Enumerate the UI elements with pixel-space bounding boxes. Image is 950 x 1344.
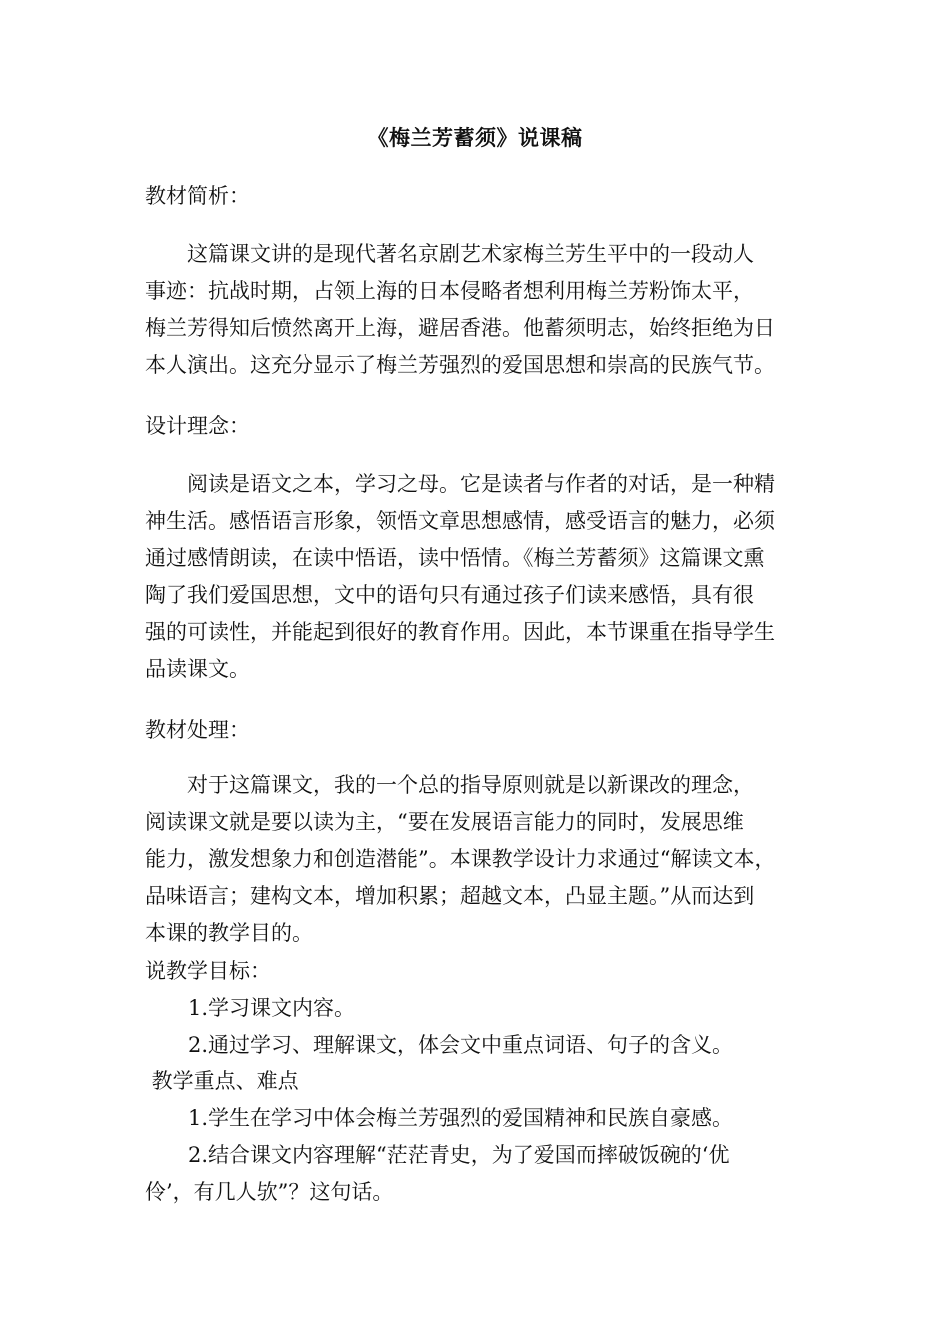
goal-item: 1.学习课文内容。: [188, 996, 356, 1020]
key-point-continuation: 伶’，有几人欤”？这句话。: [145, 1180, 394, 1204]
paragraph-processing: [145, 767, 815, 952]
paragraph-line: 事迹：抗战时期，占领上海的日本侵略者想利用梅兰芳粉饰太平，: [145, 279, 754, 303]
section-heading-processing: 教材处理：: [145, 718, 250, 742]
paragraph-line: 阅读课文就是要以读为主，“要在发展语言能力的同时，发展思维: [145, 810, 744, 834]
paragraph-line: 本人演出。这充分显示了梅兰芳强烈的爱国思想和崇高的民族气节。: [145, 353, 775, 377]
section-heading-concept: 设计理念：: [145, 414, 250, 438]
paragraph-line: 本课的教学目的。: [145, 921, 313, 945]
paragraph-line: 强的可读性，并能起到很好的教育作用。因此，本节课重在指导学生: [145, 620, 775, 644]
paragraph-line: 品味语言；建构文本，增加积累；超越文本，凸显主题。”从而达到: [145, 884, 755, 908]
paragraph-line: 品读课文。: [145, 657, 250, 681]
paragraph-analysis: [145, 236, 815, 384]
paragraph-line: 通过感情朗读，在读中悟语，读中悟情。《梅兰芳蓄须》这篇课文熏: [145, 546, 765, 570]
paragraph-line: 这篇课文讲的是现代著名京剧艺术家梅兰芳生平中的一段动人: [145, 242, 754, 266]
paragraph-line: 梅兰芳得知后愤然离开上海，避居香港。他蓄须明志，始终拒绝为日: [145, 316, 775, 340]
document-title: 《梅兰芳蓄须》说课稿: [367, 125, 583, 150]
paragraph-line: 对于这篇课文，我的一个总的指导原则就是以新课改的理念，: [145, 773, 754, 797]
key-point-item: 2.结合课文内容理解“茫茫青史，为了爱国而摔破饭碗的‘优: [188, 1143, 730, 1167]
section-heading-analysis: 教材简析：: [145, 184, 250, 208]
paragraph-line: 陶了我们爱国思想，文中的语句只有通过孩子们读来感悟，具有很: [145, 583, 754, 607]
section-heading-key-points: 教学重点、难点: [145, 1069, 299, 1093]
paragraph-line: 阅读是语文之本，学习之母。它是读者与作者的对话，是一种精: [145, 472, 775, 496]
goal-item: 2.通过学习、理解课文，体会文中重点词语、句子的含义。: [188, 1033, 734, 1057]
paragraph-line: 神生活。感悟语言形象，领悟文章思想感情，感受语言的魅力，必须: [145, 509, 775, 533]
key-point-item: 1.学生在学习中体会梅兰芳强烈的爱国精神和民族自豪感。: [188, 1106, 734, 1130]
paragraph-line: 能力，激发想象力和创造潜能”。本课教学设计力求通过“解读文本，: [145, 847, 776, 871]
section-heading-goals: 说教学目标：: [145, 959, 271, 983]
paragraph-concept: [145, 466, 815, 688]
